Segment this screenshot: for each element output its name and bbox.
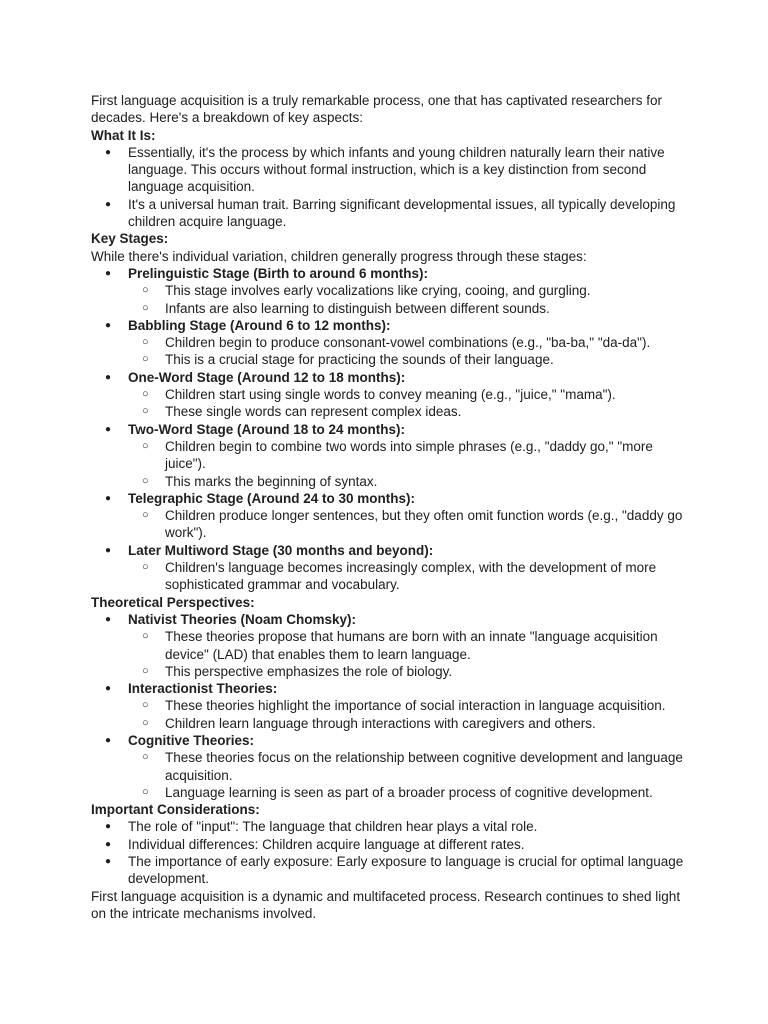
stage-points: [128, 507, 691, 542]
stage-title: Later Multiword Stage (30 months and beyond):: [128, 542, 434, 558]
list-item: ○ Children start using single words to convey meaning (e.g., "juice," "mama").: [128, 386, 691, 403]
stage-title: Two-Word Stage (Around 18 to 24 months):: [128, 421, 405, 437]
stage-points: [128, 334, 691, 369]
stage-points: [128, 386, 691, 421]
theory-item: [91, 732, 691, 801]
what-it-is-heading: What It Is:: [91, 127, 156, 143]
key-stages-heading: Key Stages:: [91, 231, 169, 247]
stage-item: [91, 542, 691, 594]
stage-title: Prelinguistic Stage (Birth to around 6 months):: [128, 265, 429, 281]
stage-item: [91, 369, 691, 421]
list-item: ○ This is a crucial stage for practicing the sounds of their language.: [128, 351, 691, 368]
list-item: ○ Children produce longer sentences, but they often omit function words (e.g., "daddy go work").: [128, 507, 691, 542]
document-page: [91, 92, 691, 922]
intro-paragraph: First language acquisition is a truly remarkable process, one that has captivated researchers for decades. Here's a breakdown of key aspects:: [91, 93, 663, 126]
list-item: ○ These theories propose that humans are born with an innate "language acquisition device" (LAD) that enables them to learn language.: [128, 628, 691, 663]
list-item: ● Essentially, it's the process by which infants and young children naturally learn their native language. This occurs without formal instruction, which is a key distinction from second language acquisition.: [91, 144, 691, 196]
stage-title: One-Word Stage (Around 12 to 18 months):: [128, 369, 406, 385]
list-item: ● It's a universal human trait. Barring significant developmental issues, all typically developing children acquire language.: [91, 196, 691, 231]
theory-points: [128, 697, 691, 732]
theory-points: [128, 628, 691, 680]
list-item: ○ Language learning is seen as part of a broader process of cognitive development.: [128, 784, 691, 801]
list-item: ○ These single words can represent complex ideas.: [128, 403, 691, 420]
list-item: ○ These theories focus on the relationship between cognitive development and language acquisition.: [128, 749, 691, 784]
theory-title: Nativist Theories (Noam Chomsky):: [128, 611, 357, 627]
theory-title: Cognitive Theories:: [128, 732, 255, 748]
stage-item: [91, 317, 691, 369]
list-item: ○ This stage involves early vocalizations like crying, cooing, and gurgling.: [128, 282, 691, 299]
list-item: ○ These theories highlight the importance of social interaction in language acquisition.: [128, 697, 691, 714]
list-item: ○ Children's language becomes increasingly complex, with the development of more sophisticated grammar and vocabulary.: [128, 559, 691, 594]
theory-title: Interactionist Theories:: [128, 681, 278, 697]
key-stages-lead: While there's individual variation, children generally progress through these stages:: [91, 248, 587, 264]
theory-item: [91, 611, 691, 680]
conclusion-paragraph: First language acquisition is a dynamic and multifaceted process. Research continues to shed light on the intricate mechanisms involved.: [91, 888, 681, 921]
list-item: ○ This perspective emphasizes the role of biology.: [128, 663, 691, 680]
theories-heading: Theoretical Perspectives:: [91, 594, 255, 610]
stage-points: [128, 438, 691, 490]
stage-item: [91, 421, 691, 490]
considerations-list: [91, 818, 691, 887]
stage-item: [91, 490, 691, 542]
list-item: ● Individual differences: Children acquire language at different rates.: [91, 836, 691, 853]
list-item: ○ Infants are also learning to distinguish between different sounds.: [128, 300, 691, 317]
stage-points: [128, 282, 691, 317]
list-item: ● The importance of early exposure: Early exposure to language is crucial for optimal language development.: [91, 853, 691, 888]
list-item: ○ This marks the beginning of syntax.: [128, 473, 691, 490]
theory-item: [91, 680, 691, 732]
list-item: ○ Children begin to combine two words into simple phrases (e.g., "daddy go," "more juice").: [128, 438, 691, 473]
list-item: ○ Children begin to produce consonant-vowel combinations (e.g., "ba-ba," "da-da").: [128, 334, 691, 351]
stage-item: [91, 265, 691, 317]
considerations-heading: Important Considerations:: [91, 802, 260, 818]
theory-points: [128, 749, 691, 801]
list-item: ● The role of "input": The language that children hear plays a vital role.: [91, 818, 691, 835]
stage-title: Babbling Stage (Around 6 to 12 months):: [128, 317, 391, 333]
stage-points: [128, 559, 691, 594]
what-it-is-list: [91, 144, 691, 230]
stage-title: Telegraphic Stage (Around 24 to 30 months):: [128, 490, 416, 506]
theories-list: [91, 611, 691, 801]
list-item: ○ Children learn language through interactions with caregivers and others.: [128, 715, 691, 732]
stages-list: [91, 265, 691, 594]
